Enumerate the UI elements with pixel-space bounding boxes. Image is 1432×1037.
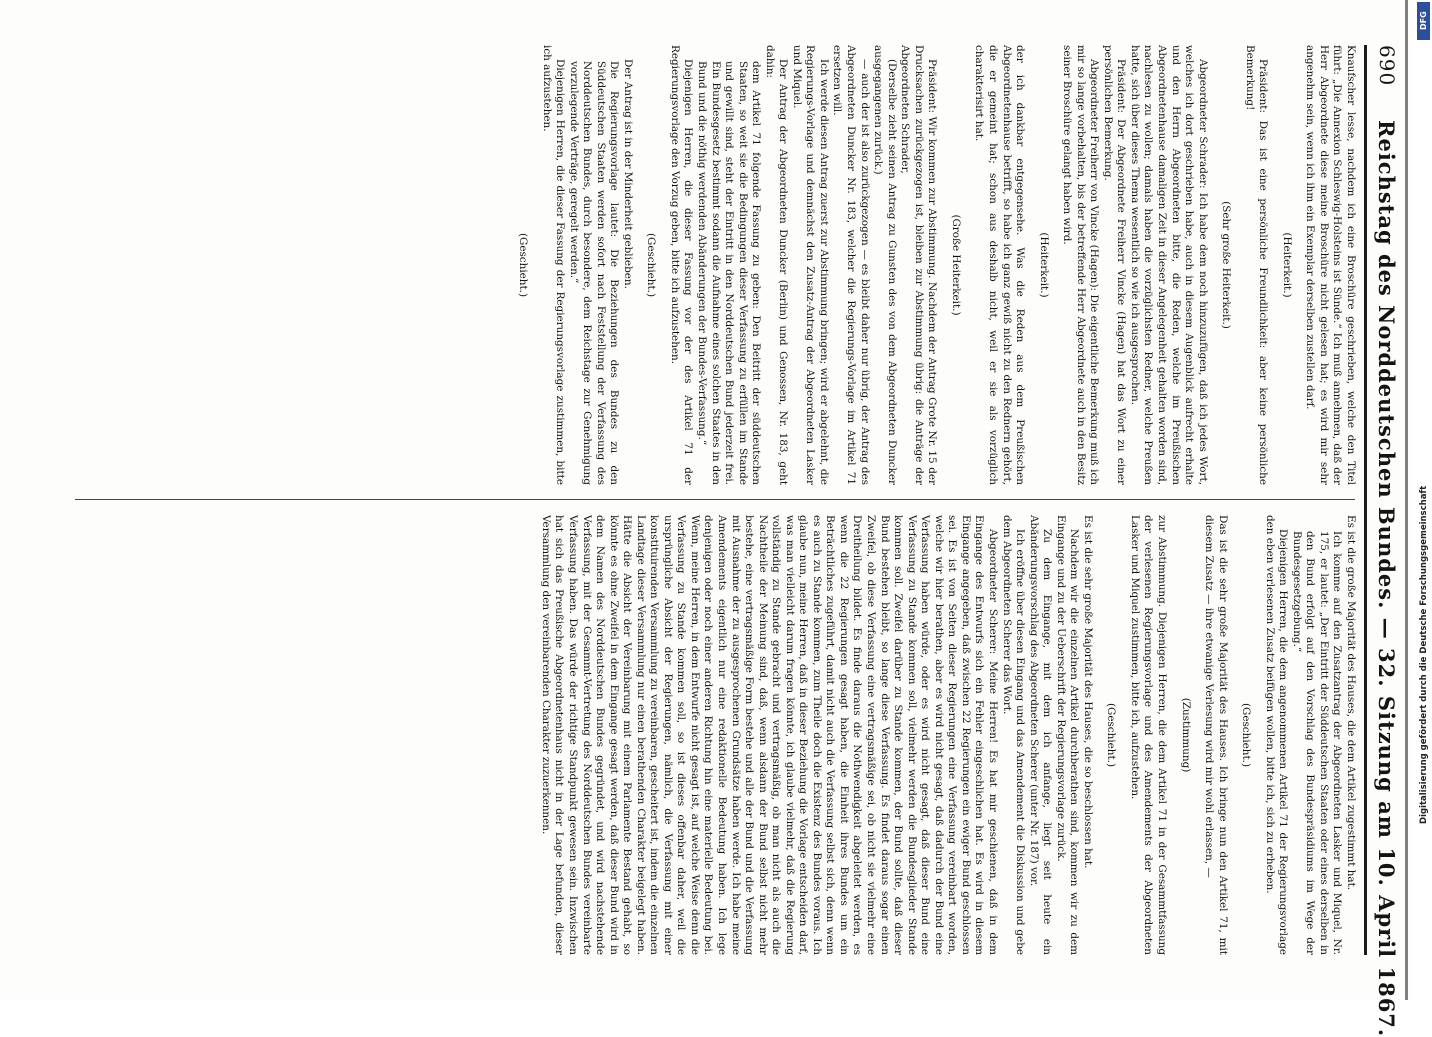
paragraph: Präsident: Der Abgeordnete Freiherr Vincke (Hagen) hat das Wort zu einer persönlichen Bemerkung. (1101, 45, 1128, 485)
paragraph: Zu dem Eingange, mit dem ich anfange, liegt seit heute ein Abänderungsvorschlag des Abgeordneten Scherer (unter Nr. 187) vor. (1027, 515, 1054, 955)
paragraph: — auch der ist also zurückgezogen — es bleibt daher nur übrig, der Antrag des Abgeordneten Duncker Nr. 183, welcher die Regierungs-Vorlage im Artikel 71 ersetzen will. (831, 45, 871, 485)
paragraph: Präsident: Das ist eine persönliche Freundlichkeit: aber keine persönliche Bemerkung! (1243, 45, 1270, 485)
paragraph: Nachdem wir die einzelnen Artikel durchberathen sind, kommen wir zu dem Eingange und zu der Ueberschrift der Regierungsvorlage zurück. (1054, 515, 1081, 955)
dfg-logo-icon: DFG (1417, 2, 1430, 40)
stage-direction: (Heiterkeit.) (1280, 232, 1293, 298)
stage-direction: (Geschieht.) (645, 232, 658, 298)
left-column (67, 45, 1357, 485)
paragraph: (Derselbe zieht seinen Antrag zu Gunsten des von dem Abgeordneten Duncker ausgegangenen zurück.) (872, 45, 898, 485)
right-column (67, 515, 1357, 955)
paragraph: Es ist die sehr große Majorität des Hauses, die so beschlossen hat. (1081, 515, 1094, 869)
stage-direction: (Geschieht.) (517, 232, 530, 298)
stage-direction: (Heiterkeit.) (1037, 232, 1050, 298)
stage-direction: (Große Heiterkeit.) (949, 214, 962, 316)
stage-direction: (Sehr große Heiterkeit.) (1220, 201, 1233, 329)
paragraph: der ich dankbar entgegensehe. Was die Reden aus dem Preußischen Abgeordnetenhause betrifft, so habe ich ganz gewiß nicht zu den Rednern gehört, die er gemeint hat; schon aus deshalb nicht, weil er sie als vorzüglich charakterisirt hat. (973, 45, 1027, 485)
paragraph: Abgeordneter Scherer: Meine Herren! Es hat mir geschienen, daß in dem Eingange des Entwurfs sich ein Fehler eingeschlichen hat. Es wird in diesem Eingange angegeben, daß zwischen 22 Regierungen ein ewiger Bund geschlossen sei. Es ist von Seiten dieser Regierungen eine Verfassung vereinbart worden, welche wir hier berathen, aber es wird nicht gesagt, daß dadurch der Bund eine Verfassung haben würde, oder es wird nicht gesagt, daß dieser Bund eine Verfassung zu Stande kommen soll, vielmehr werden die Bundesglieder Stande kommen soll. Zweifel darüber zu Stande kommen, der Bund sollte, daß dieser Bund bestehen bleibt, so lange diese Verfassung. Es findet daraus sogar einen Zweifel, ob diese Verfassung eine vertragsmäßige sei, ob nicht sie vielmehr eine Dreitheilung bildet. Es finde daraus die Nothwendigkeit abgeleitet werden, es wenn die 22 Regierungen gesagt haben, die Einheit ihres Bundes um ein Beträchtliches zugeführt, damit nicht auch die Verfassung selbst sich, denn wenn es auch zu Stande kommen, zum Theile doch die Existenz des Bundes voraus. Ich glaube nun, meine Herren, daß in dieser Beziehung die Vorlage entscheiden darf, was man vielleicht darum fragen könnte, ich glaube vielmehr, daß die Regierung vollständig zu Stande gebracht und vertragsmäßig, ob man nicht als auch die Nachtheile der Meinung sind, daß, wenn alsdann der Bund selbst nicht mehr bestehe, eine vertragsmäßige Form bestehe und alle der Bund und die Verfassung mit Ausnahme der zu ausgesprochenen Grundsätze haben werde. Ich habe meine Amendements eigentlich nur eine redaktionelle Bedeutung haben. Ich lege denjenigen oder noch einer anderen Richtung hin eine materielle Bedeutung bei. Wenn, meine Herren, in dem Entwurfe nicht gesagt ist, auf welche Weise denn die Verfassung zu Stande kommen soll, so ist dieses offenbar daher, weil die ursprüngliche Absicht der Regierungen, nämlich, die Verfassung mit einer konstituirenden Versammlung zu vereinbaren, gescheitert ist, indem die einzelnen Landtage dieser Versammlung nur einen berathenden Charakter beigelegt haben. Hätte die Absicht der Vereinbarung mit einem Parlamente Bestand gehabt, so könnte es ohne Zweifel in dem Eingange gesagt werden, daß dieser Bund wird in dem Namen des Norddeutschen Bundes gegründet, und wird nachstehende Verfassung, mit der Gesammt-Vertretung des Norddeutschen Bundes vereinbarte Verfassung haben. Das würde der richtige Standpunkt gewesen sein. Inzwischen hat sich das Preußische Abgeordnetenhaus nicht in der Lage befunden, dieser Versammlung den vereinbarenden Charakter zuzuerkennen. (539, 515, 999, 955)
paragraph: Abgeordneter Schrader: Ich habe dem noch hinzuzufügen, daß ich jedes Wort, welches ich dort geschrieben habe, auch in diesem Augenblick aufrecht erhalte und den Herrn Abgeordneten bitte, die Reden, welche im Preußischen Abgeordnetenhause damaligen Zeit in dieser Angelegenheit gehalten worden sind, nachlesen zu wollen; damals haben die vorzüglichsten Redner, welche Preußen hatte, sich über dieses Thema wesentlich so wie ich ausgesprochen. (1128, 45, 1209, 485)
paragraph: Der Antrag ist in der Minderheit geblieben. (621, 59, 634, 289)
quote-paragraph: Ich komme auf den Zusatzantrag der Abgeordneten Lasker und Miquel, Nr. 175, er lautet: „Der Eintritt der Süddeutschen Staaten oder eines derselben in den Bund erfolgt auf den Vorschlag des Bundespräsidiums im Wege der Bundesgesetzgebung.“ (1290, 531, 1344, 955)
paragraph: Ich werde diesen Antrag zuerst zur Abstimmung bringen; wird er abgelehnt, die Regierungs-Vorlage und demnächst den Zusatz-Antrag der Abgeordneten Lasker und Miquel. (790, 45, 830, 485)
paragraph: Das ist die sehr große Majorität des Hauses. Ich bringe nun den Artikel 71, mit diesem Zusatz — ihre etwanige Verlesung wird mir wohl erlassen, — (1203, 515, 1229, 955)
paragraph: Der Antrag der Abgeordneten Duncker (Berlin) und Genossen, Nr. 183, geht dahin: (763, 45, 790, 485)
header-left: Reichstag des Norddeutschen Bundes. (1374, 120, 1399, 610)
page-title (1374, 120, 1399, 1037)
header-rule (1364, 45, 1367, 955)
stage-direction: (Geschieht.) (1105, 702, 1118, 768)
header-right: — 32. Sitzung am 10. April 1867. (1374, 617, 1399, 1037)
paragraph: Knaufscher lesse, nachdem ich eine Broschüre geschrieben, welche den Titel führt: „Die Annexion Schleswig-Holsteins ist Sünde.“ Ich muß annehmen, daß der Herr Abgeordnete diese meine Broschüre nicht gelesen hat; es wird mir sehr angenehm sein, wenn ich ihm ein Exemplar derselben zustellen darf. (1304, 45, 1357, 485)
quote-paragraph: dem Artikel 71 folgende Fassung zu geben: Den Beitritt der süddeutschen Staaten, so weit sie die Bedingungen dieser Verfassung zu erfüllen im Stande und gewillt sind, steht der Eintritt in den Norddeutschen Bund jederzeit frei. Ein Bundesgesetz bestimmt sodann die Aufnahme eines solchen Staates in den Bund und die nöthig werdenden Abänderungen der Bundes-Verfassung.“ (696, 61, 763, 485)
paragraph: Diejenigen Herren, die dieser Fassung vor der des Artikel 71 der Regierungsvorlage den Vorzug geben, bitte ich aufzustehen. (668, 45, 695, 485)
paragraph: Ich eröffne über diesen Eingang und das Amendement die Diskussion und gebe dem Abgeordneten Scherer das Wort. (1000, 515, 1027, 955)
page-header (1363, 45, 1399, 1037)
paragraph: zur Abstimmung. Diejenigen Herren, die dem Artikel 71 in der Gesammtfassung der verlesenen Regierungsvorlage und des Amendements der Abgeordneten Lasker und Miquel zustimmen, bitte ich, aufzustehen. (1128, 515, 1168, 955)
stage-direction: (Zustimmung) (1179, 697, 1192, 773)
paragraph: Diejenigen Herren, die dieser Fassung der Regierungsvorlage zustimmen, bitte ich aufzustehen. (540, 45, 567, 485)
column-separator (75, 499, 1355, 500)
page-edge-shadow (1405, 0, 1408, 1000)
paragraph: Abgeordneter Freiherr von Vincke (Hagen): Die eigentliche Bemerkung muß ich mir so lange vorbehalten, bis der betreffende Herr Abgeordnete auch in den Besitz seiner Broschüre gelangt haben wird. (1061, 45, 1101, 485)
paragraph: Es ist die große Majorität des Hauses, die dem Artikel zugestimmt hat. (1345, 515, 1357, 891)
paragraph: Präsident: Wir kommen zur Abstimmung. Nachdem der Antrag Grote Nr. 15 der Drucksachen zurückgezogen ist, bleiben zur Abstimmung übrig: die Anträge der Abgeordneten Schrader, (899, 45, 939, 485)
quote-paragraph: Die Regierungsvorlage lautet: Die Beziehungen des Bundes zu den Süddeutschen Staaten werden sofort nach Feststellung der Verfassung des Norddeutschen Bundes, durch besondere, dem Reichstage zur Genehmigung vorzulegende Verträge, geregelt werden.“ (567, 61, 621, 485)
stage-direction: (Geschieht.) (1240, 702, 1253, 768)
paragraph: Diejenigen Herren, die dem angenommenen Artikel 71 der Regierungsvorlage den eben verlesenen Zusatz beifügen wollen, bitte ich, sich zu erheben. (1263, 515, 1290, 955)
digitization-credit: Digitalisierung gefördert durch die Deutsche Forschungsgemeinschaft (1419, 485, 1429, 824)
page-number: 690 (1375, 45, 1399, 87)
